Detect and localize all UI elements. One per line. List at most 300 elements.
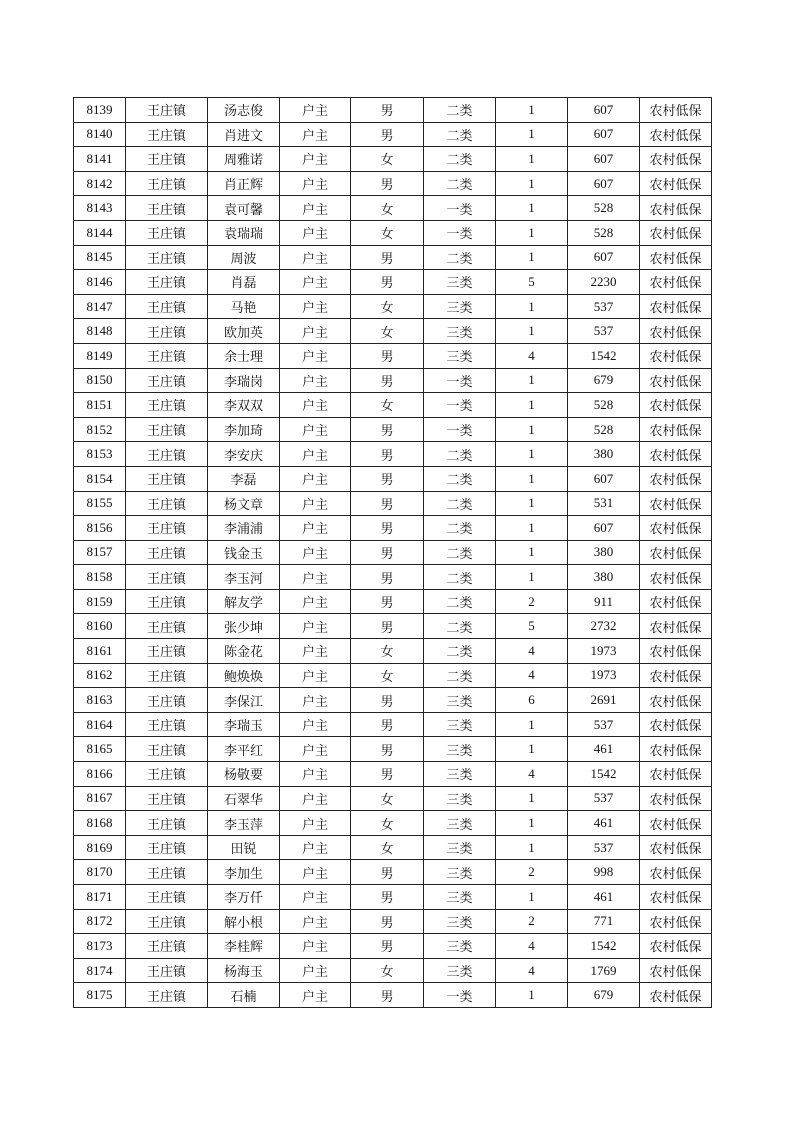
household-size-cell: 1 <box>496 393 568 418</box>
gender-cell: 男 <box>351 540 424 565</box>
program-cell: 农村低保 <box>640 786 712 811</box>
town-cell: 王庄镇 <box>126 712 208 737</box>
name-cell: 李玉萍 <box>208 811 280 836</box>
row-number-cell: 8168 <box>74 811 126 836</box>
town-cell: 王庄镇 <box>126 540 208 565</box>
amount-cell: 607 <box>568 147 640 172</box>
row-number-cell: 8145 <box>74 245 126 270</box>
name-cell: 周雅诺 <box>208 147 280 172</box>
relation-cell: 户主 <box>280 811 351 836</box>
category-cell: 二类 <box>424 565 496 590</box>
table-row <box>74 811 712 836</box>
gender-cell: 男 <box>351 934 424 959</box>
amount-cell: 537 <box>568 712 640 737</box>
row-number-cell: 8161 <box>74 639 126 664</box>
town-cell: 王庄镇 <box>126 319 208 344</box>
gender-cell: 女 <box>351 220 424 245</box>
name-cell: 欧加英 <box>208 319 280 344</box>
row-number-cell: 8153 <box>74 442 126 467</box>
program-cell: 农村低保 <box>640 147 712 172</box>
category-cell: 一类 <box>424 417 496 442</box>
household-size-cell: 4 <box>496 958 568 983</box>
table-row <box>74 245 712 270</box>
table-row <box>74 368 712 393</box>
table-row <box>74 343 712 368</box>
program-cell: 农村低保 <box>640 762 712 787</box>
table-row <box>74 294 712 319</box>
program-cell: 农村低保 <box>640 835 712 860</box>
relation-cell: 户主 <box>280 614 351 639</box>
table-row <box>74 147 712 172</box>
category-cell: 三类 <box>424 909 496 934</box>
table-row <box>74 639 712 664</box>
amount-cell: 1973 <box>568 639 640 664</box>
table-body <box>74 98 712 1008</box>
relation-cell: 户主 <box>280 934 351 959</box>
program-cell: 农村低保 <box>640 737 712 762</box>
name-cell: 解小根 <box>208 909 280 934</box>
name-cell: 李安庆 <box>208 442 280 467</box>
gender-cell: 男 <box>351 343 424 368</box>
amount-cell: 607 <box>568 122 640 147</box>
category-cell: 三类 <box>424 860 496 885</box>
name-cell: 李磊 <box>208 466 280 491</box>
gender-cell: 男 <box>351 417 424 442</box>
table-row <box>74 122 712 147</box>
town-cell: 王庄镇 <box>126 368 208 393</box>
row-number-cell: 8147 <box>74 294 126 319</box>
name-cell: 马艳 <box>208 294 280 319</box>
program-cell: 农村低保 <box>640 417 712 442</box>
amount-cell: 1973 <box>568 663 640 688</box>
household-size-cell: 1 <box>496 122 568 147</box>
amount-cell: 528 <box>568 220 640 245</box>
relation-cell: 户主 <box>280 343 351 368</box>
relation-cell: 户主 <box>280 220 351 245</box>
relation-cell: 户主 <box>280 466 351 491</box>
household-size-cell: 1 <box>496 491 568 516</box>
program-cell: 农村低保 <box>640 614 712 639</box>
category-cell: 三类 <box>424 343 496 368</box>
table-row <box>74 98 712 123</box>
town-cell: 王庄镇 <box>126 909 208 934</box>
amount-cell: 607 <box>568 171 640 196</box>
category-cell: 一类 <box>424 983 496 1008</box>
household-size-cell: 4 <box>496 663 568 688</box>
category-cell: 一类 <box>424 196 496 221</box>
row-number-cell: 8169 <box>74 835 126 860</box>
town-cell: 王庄镇 <box>126 393 208 418</box>
program-cell: 农村低保 <box>640 909 712 934</box>
program-cell: 农村低保 <box>640 319 712 344</box>
household-size-cell: 1 <box>496 442 568 467</box>
town-cell: 王庄镇 <box>126 343 208 368</box>
town-cell: 王庄镇 <box>126 737 208 762</box>
row-number-cell: 8174 <box>74 958 126 983</box>
category-cell: 三类 <box>424 688 496 713</box>
gender-cell: 男 <box>351 614 424 639</box>
household-size-cell: 1 <box>496 540 568 565</box>
row-number-cell: 8149 <box>74 343 126 368</box>
household-size-cell: 2 <box>496 589 568 614</box>
gender-cell: 男 <box>351 565 424 590</box>
table-row <box>74 442 712 467</box>
gender-cell: 女 <box>351 319 424 344</box>
relation-cell: 户主 <box>280 589 351 614</box>
gender-cell: 男 <box>351 442 424 467</box>
household-size-cell: 1 <box>496 712 568 737</box>
relation-cell: 户主 <box>280 786 351 811</box>
amount-cell: 537 <box>568 786 640 811</box>
row-number-cell: 8151 <box>74 393 126 418</box>
gender-cell: 女 <box>351 958 424 983</box>
program-cell: 农村低保 <box>640 270 712 295</box>
category-cell: 三类 <box>424 835 496 860</box>
gender-cell: 男 <box>351 909 424 934</box>
amount-cell: 1542 <box>568 762 640 787</box>
relation-cell: 户主 <box>280 319 351 344</box>
program-cell: 农村低保 <box>640 98 712 123</box>
town-cell: 王庄镇 <box>126 934 208 959</box>
row-number-cell: 8141 <box>74 147 126 172</box>
category-cell: 三类 <box>424 811 496 836</box>
name-cell: 石翠华 <box>208 786 280 811</box>
relation-cell: 户主 <box>280 860 351 885</box>
amount-cell: 528 <box>568 393 640 418</box>
category-cell: 三类 <box>424 319 496 344</box>
gender-cell: 女 <box>351 147 424 172</box>
relation-cell: 户主 <box>280 565 351 590</box>
category-cell: 三类 <box>424 737 496 762</box>
household-size-cell: 1 <box>496 319 568 344</box>
table-row <box>74 934 712 959</box>
household-size-cell: 1 <box>496 737 568 762</box>
amount-cell: 528 <box>568 417 640 442</box>
household-size-cell: 2 <box>496 909 568 934</box>
row-number-cell: 8155 <box>74 491 126 516</box>
table-row <box>74 417 712 442</box>
category-cell: 二类 <box>424 122 496 147</box>
table-row <box>74 663 712 688</box>
gender-cell: 男 <box>351 589 424 614</box>
table-row <box>74 393 712 418</box>
row-number-cell: 8165 <box>74 737 126 762</box>
name-cell: 石楠 <box>208 983 280 1008</box>
row-number-cell: 8158 <box>74 565 126 590</box>
table-row <box>74 983 712 1008</box>
program-cell: 农村低保 <box>640 491 712 516</box>
program-cell: 农村低保 <box>640 639 712 664</box>
household-size-cell: 1 <box>496 147 568 172</box>
household-size-cell: 1 <box>496 171 568 196</box>
household-size-cell: 4 <box>496 343 568 368</box>
town-cell: 王庄镇 <box>126 147 208 172</box>
table-row <box>74 319 712 344</box>
gender-cell: 女 <box>351 639 424 664</box>
program-cell: 农村低保 <box>640 294 712 319</box>
amount-cell: 380 <box>568 565 640 590</box>
row-number-cell: 8162 <box>74 663 126 688</box>
household-size-cell: 5 <box>496 614 568 639</box>
table-row <box>74 688 712 713</box>
household-size-cell: 1 <box>496 466 568 491</box>
category-cell: 二类 <box>424 540 496 565</box>
amount-cell: 1542 <box>568 934 640 959</box>
household-size-cell: 1 <box>496 786 568 811</box>
table-row <box>74 516 712 541</box>
category-cell: 二类 <box>424 491 496 516</box>
gender-cell: 男 <box>351 516 424 541</box>
town-cell: 王庄镇 <box>126 958 208 983</box>
category-cell: 二类 <box>424 147 496 172</box>
program-cell: 农村低保 <box>640 712 712 737</box>
name-cell: 肖磊 <box>208 270 280 295</box>
category-cell: 一类 <box>424 393 496 418</box>
town-cell: 王庄镇 <box>126 417 208 442</box>
relation-cell: 户主 <box>280 147 351 172</box>
table-row <box>74 491 712 516</box>
table-row <box>74 270 712 295</box>
gender-cell: 女 <box>351 196 424 221</box>
household-size-cell: 5 <box>496 270 568 295</box>
relation-cell: 户主 <box>280 688 351 713</box>
table-row <box>74 540 712 565</box>
amount-cell: 461 <box>568 811 640 836</box>
town-cell: 王庄镇 <box>126 270 208 295</box>
row-number-cell: 8139 <box>74 98 126 123</box>
town-cell: 王庄镇 <box>126 811 208 836</box>
name-cell: 李浦浦 <box>208 516 280 541</box>
gender-cell: 男 <box>351 762 424 787</box>
name-cell: 李万仟 <box>208 885 280 910</box>
gender-cell: 男 <box>351 98 424 123</box>
gender-cell: 男 <box>351 368 424 393</box>
town-cell: 王庄镇 <box>126 466 208 491</box>
name-cell: 钱金玉 <box>208 540 280 565</box>
relation-cell: 户主 <box>280 909 351 934</box>
town-cell: 王庄镇 <box>126 294 208 319</box>
town-cell: 王庄镇 <box>126 589 208 614</box>
row-number-cell: 8163 <box>74 688 126 713</box>
relation-cell: 户主 <box>280 196 351 221</box>
row-number-cell: 8156 <box>74 516 126 541</box>
program-cell: 农村低保 <box>640 589 712 614</box>
row-number-cell: 8160 <box>74 614 126 639</box>
gender-cell: 男 <box>351 712 424 737</box>
amount-cell: 771 <box>568 909 640 934</box>
category-cell: 三类 <box>424 885 496 910</box>
amount-cell: 607 <box>568 245 640 270</box>
town-cell: 王庄镇 <box>126 688 208 713</box>
name-cell: 袁瑞瑞 <box>208 220 280 245</box>
amount-cell: 380 <box>568 540 640 565</box>
program-cell: 农村低保 <box>640 368 712 393</box>
gender-cell: 男 <box>351 688 424 713</box>
row-number-cell: 8154 <box>74 466 126 491</box>
category-cell: 二类 <box>424 663 496 688</box>
program-cell: 农村低保 <box>640 245 712 270</box>
name-cell: 李加生 <box>208 860 280 885</box>
town-cell: 王庄镇 <box>126 639 208 664</box>
relation-cell: 户主 <box>280 958 351 983</box>
town-cell: 王庄镇 <box>126 442 208 467</box>
name-cell: 袁可馨 <box>208 196 280 221</box>
category-cell: 三类 <box>424 294 496 319</box>
town-cell: 王庄镇 <box>126 860 208 885</box>
relation-cell: 户主 <box>280 171 351 196</box>
table-row <box>74 860 712 885</box>
relation-cell: 户主 <box>280 885 351 910</box>
town-cell: 王庄镇 <box>126 220 208 245</box>
gender-cell: 男 <box>351 737 424 762</box>
table-row <box>74 220 712 245</box>
town-cell: 王庄镇 <box>126 245 208 270</box>
program-cell: 农村低保 <box>640 860 712 885</box>
gender-cell: 男 <box>351 171 424 196</box>
name-cell: 田锐 <box>208 835 280 860</box>
program-cell: 农村低保 <box>640 220 712 245</box>
amount-cell: 679 <box>568 983 640 1008</box>
category-cell: 二类 <box>424 614 496 639</box>
table-row <box>74 885 712 910</box>
program-cell: 农村低保 <box>640 885 712 910</box>
row-number-cell: 8171 <box>74 885 126 910</box>
relation-cell: 户主 <box>280 983 351 1008</box>
amount-cell: 2732 <box>568 614 640 639</box>
household-size-cell: 2 <box>496 860 568 885</box>
program-cell: 农村低保 <box>640 393 712 418</box>
relation-cell: 户主 <box>280 368 351 393</box>
relation-cell: 户主 <box>280 98 351 123</box>
row-number-cell: 8140 <box>74 122 126 147</box>
row-number-cell: 8170 <box>74 860 126 885</box>
gender-cell: 男 <box>351 983 424 1008</box>
row-number-cell: 8150 <box>74 368 126 393</box>
category-cell: 二类 <box>424 589 496 614</box>
amount-cell: 2691 <box>568 688 640 713</box>
category-cell: 一类 <box>424 220 496 245</box>
household-size-cell: 1 <box>496 983 568 1008</box>
relation-cell: 户主 <box>280 835 351 860</box>
household-size-cell: 1 <box>496 835 568 860</box>
relation-cell: 户主 <box>280 540 351 565</box>
name-cell: 汤志俊 <box>208 98 280 123</box>
name-cell: 肖正辉 <box>208 171 280 196</box>
household-size-cell: 1 <box>496 196 568 221</box>
gender-cell: 女 <box>351 811 424 836</box>
category-cell: 二类 <box>424 245 496 270</box>
row-number-cell: 8143 <box>74 196 126 221</box>
relation-cell: 户主 <box>280 417 351 442</box>
household-size-cell: 1 <box>496 885 568 910</box>
category-cell: 三类 <box>424 786 496 811</box>
program-cell: 农村低保 <box>640 934 712 959</box>
amount-cell: 679 <box>568 368 640 393</box>
relation-cell: 户主 <box>280 737 351 762</box>
amount-cell: 537 <box>568 319 640 344</box>
table-row <box>74 589 712 614</box>
town-cell: 王庄镇 <box>126 786 208 811</box>
relation-cell: 户主 <box>280 442 351 467</box>
relation-cell: 户主 <box>280 762 351 787</box>
program-cell: 农村低保 <box>640 122 712 147</box>
name-cell: 李玉河 <box>208 565 280 590</box>
relation-cell: 户主 <box>280 712 351 737</box>
town-cell: 王庄镇 <box>126 663 208 688</box>
program-cell: 农村低保 <box>640 688 712 713</box>
town-cell: 王庄镇 <box>126 614 208 639</box>
category-cell: 二类 <box>424 639 496 664</box>
amount-cell: 528 <box>568 196 640 221</box>
table-row <box>74 762 712 787</box>
household-size-cell: 1 <box>496 516 568 541</box>
name-cell: 杨敬要 <box>208 762 280 787</box>
amount-cell: 1769 <box>568 958 640 983</box>
gender-cell: 男 <box>351 466 424 491</box>
town-cell: 王庄镇 <box>126 762 208 787</box>
row-number-cell: 8148 <box>74 319 126 344</box>
name-cell: 余士理 <box>208 343 280 368</box>
gender-cell: 女 <box>351 835 424 860</box>
category-cell: 三类 <box>424 270 496 295</box>
table-row <box>74 466 712 491</box>
gender-cell: 女 <box>351 294 424 319</box>
relation-cell: 户主 <box>280 393 351 418</box>
gender-cell: 男 <box>351 860 424 885</box>
relation-cell: 户主 <box>280 639 351 664</box>
name-cell: 解友学 <box>208 589 280 614</box>
category-cell: 二类 <box>424 171 496 196</box>
relation-cell: 户主 <box>280 122 351 147</box>
amount-cell: 911 <box>568 589 640 614</box>
row-number-cell: 8173 <box>74 934 126 959</box>
town-cell: 王庄镇 <box>126 983 208 1008</box>
name-cell: 李桂辉 <box>208 934 280 959</box>
gender-cell: 男 <box>351 245 424 270</box>
amount-cell: 537 <box>568 835 640 860</box>
program-cell: 农村低保 <box>640 196 712 221</box>
table-row <box>74 712 712 737</box>
gender-cell: 女 <box>351 663 424 688</box>
row-number-cell: 8166 <box>74 762 126 787</box>
household-size-cell: 1 <box>496 811 568 836</box>
program-cell: 农村低保 <box>640 983 712 1008</box>
program-cell: 农村低保 <box>640 442 712 467</box>
amount-cell: 531 <box>568 491 640 516</box>
town-cell: 王庄镇 <box>126 171 208 196</box>
name-cell: 李瑞玉 <box>208 712 280 737</box>
relation-cell: 户主 <box>280 270 351 295</box>
gender-cell: 男 <box>351 270 424 295</box>
program-cell: 农村低保 <box>640 663 712 688</box>
amount-cell: 607 <box>568 466 640 491</box>
town-cell: 王庄镇 <box>126 835 208 860</box>
row-number-cell: 8172 <box>74 909 126 934</box>
gender-cell: 女 <box>351 393 424 418</box>
relation-cell: 户主 <box>280 516 351 541</box>
name-cell: 李加琦 <box>208 417 280 442</box>
household-size-cell: 4 <box>496 762 568 787</box>
name-cell: 肖进文 <box>208 122 280 147</box>
relation-cell: 户主 <box>280 663 351 688</box>
town-cell: 王庄镇 <box>126 516 208 541</box>
name-cell: 张少坤 <box>208 614 280 639</box>
relation-cell: 户主 <box>280 245 351 270</box>
program-cell: 农村低保 <box>640 811 712 836</box>
relation-cell: 户主 <box>280 491 351 516</box>
program-cell: 农村低保 <box>640 171 712 196</box>
household-size-cell: 1 <box>496 98 568 123</box>
